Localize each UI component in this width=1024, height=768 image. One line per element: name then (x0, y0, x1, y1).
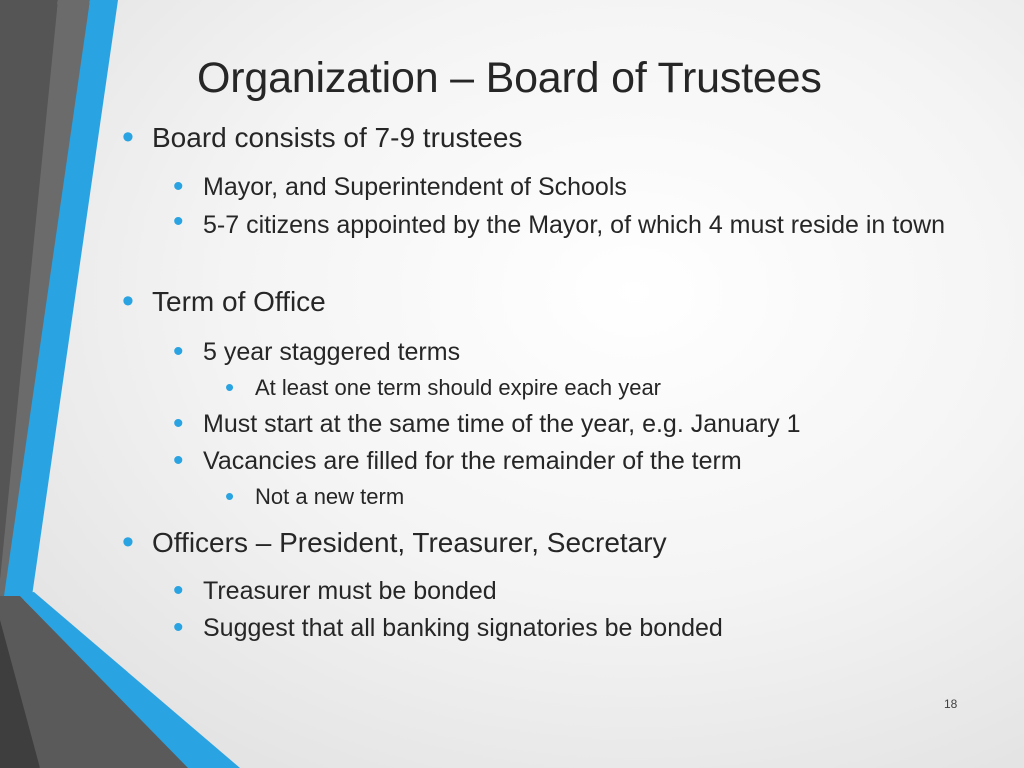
bullet-item (173, 444, 742, 477)
bullet-text: Treasurer must be bonded (203, 577, 497, 605)
bullet-icon: • (122, 523, 134, 561)
bullet-icon: • (173, 444, 184, 477)
bullet-text: 5-7 citizens appointed by the Mayor, of which 4 must reside in town (203, 211, 946, 239)
page-number: 18 (944, 697, 958, 711)
bullet-item (173, 205, 968, 240)
bullet-icon: • (122, 282, 134, 320)
bullet-item (122, 523, 667, 561)
bullet-icon: • (173, 611, 184, 644)
bullet-item (225, 372, 662, 402)
bullet-item (173, 407, 801, 440)
bullet-text: Term of Office (152, 286, 326, 317)
bullet-text: Board consists of 7-9 trustees (152, 122, 523, 153)
bullet-icon: • (225, 481, 235, 511)
bullet-icon: • (173, 170, 184, 203)
bullet-icon: • (173, 407, 184, 440)
bullet-item (173, 574, 497, 607)
bullet-item (225, 481, 405, 511)
bullet-icon: • (173, 335, 184, 368)
bullet-text: Must start at the same time of the year, e.g. January 1 (203, 410, 801, 438)
bullet-item (173, 170, 627, 203)
bullet-icon: • (225, 372, 235, 402)
bullet-text: Vacancies are filled for the remainder of the term (203, 447, 742, 475)
bullet-icon: • (173, 205, 184, 238)
bullet-text: Mayor, and Superintendent of Schools (203, 173, 627, 201)
bullet-icon: • (173, 574, 184, 607)
bullet-text: At least one term should expire each year (255, 375, 662, 400)
bullet-item (173, 335, 461, 368)
bullet-text: Not a new term (255, 484, 405, 509)
slide-title: Organization – Board of Trustees (197, 54, 822, 102)
bullet-item (173, 611, 723, 644)
bullet-text: Officers – President, Treasurer, Secretary (152, 527, 667, 558)
bullet-item (122, 282, 326, 320)
bullet-text: 5 year staggered terms (203, 338, 461, 366)
bullet-item (122, 118, 523, 156)
bullet-text: Suggest that all banking signatories be bonded (203, 614, 723, 642)
bullet-icon: • (122, 118, 134, 156)
